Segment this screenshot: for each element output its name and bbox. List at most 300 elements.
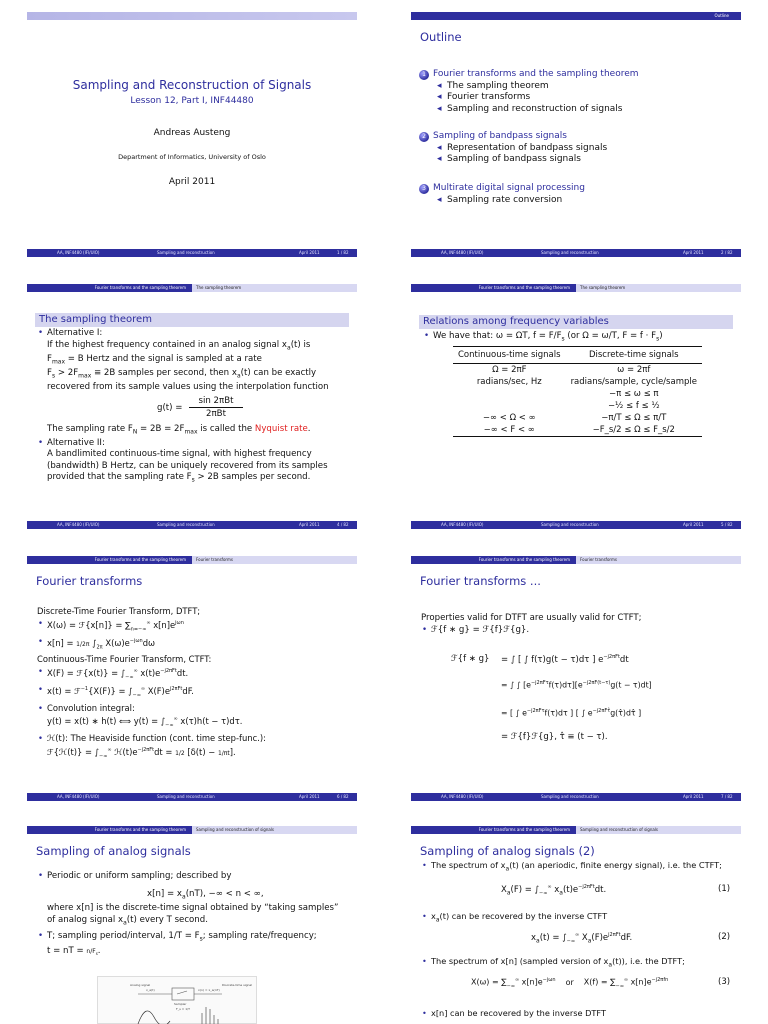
- eq-numerator: sin 2πBt: [189, 396, 243, 409]
- superscript: −1: [80, 686, 89, 693]
- bullet-icon: •: [424, 331, 430, 341]
- subscript: 2π: [96, 644, 103, 651]
- relations-intro: [423, 330, 663, 346]
- superscript: j2πFt: [169, 686, 183, 693]
- bullet-triangle-icon: ◂: [437, 103, 442, 114]
- inverse-ctft-equation: [531, 932, 632, 945]
- subscript: a: [536, 937, 540, 945]
- slide-title-text: Fourier transforms: [36, 574, 143, 588]
- outline-item: Sampling and reconstruction of signals: [447, 103, 623, 114]
- outline-item: Sampling rate conversion: [447, 194, 563, 205]
- slide-footer-bar: [27, 521, 357, 529]
- subscript: N: [132, 428, 138, 436]
- equation-text: dF.: [182, 686, 194, 697]
- outline-section-title: Fourier transforms and the sampling theorem: [433, 69, 639, 79]
- table-cell: Ω = 2πF: [492, 365, 527, 375]
- subscript: max: [51, 358, 66, 366]
- dtft-heading: Discrete-Time Fourier Transform, DTFT;: [37, 606, 201, 616]
- presentation-department: Department of Informatics, University of Oslo: [118, 153, 266, 161]
- subscript: a: [182, 893, 186, 901]
- slide-title-text: Fourier transforms ...: [420, 574, 541, 588]
- subscript: a: [123, 919, 127, 927]
- spectrum-body: [421, 1007, 606, 1019]
- slide-header-bar: [411, 284, 741, 292]
- relations-block-title: Relations among frequency variables: [419, 315, 733, 329]
- slide-title-text: Sampling of analog signals: [36, 844, 191, 858]
- spectrum-text: (t) (an aperiodic, finite energy signal), i.e. the CTFT;: [509, 860, 722, 870]
- superscript: −j2πFτ̂: [592, 708, 611, 714]
- equation-text: (t) = ∫: [539, 932, 567, 943]
- section-number-ball-icon: 1: [419, 70, 429, 80]
- equation-text: f(τ)dτ ] [ ∫ e: [544, 708, 593, 718]
- switch-icon: [177, 991, 187, 994]
- header-section: Fourier transforms and the sampling theorem: [411, 556, 576, 564]
- alt1-text: recovered from its sample values using the interpolation function: [47, 382, 329, 393]
- presentation-author: Andreas Austeng: [153, 128, 231, 138]
- superscript: ∞: [623, 977, 629, 983]
- convolution-heading: Convolution integral:: [47, 702, 135, 713]
- equation-text: X(ω) = ℱ{x[n]} = ∑: [47, 619, 131, 630]
- header-subsection: The sampling theorem: [192, 284, 357, 292]
- header-subsection: Sampling and reconstruction of signals: [576, 826, 741, 834]
- subscript: −∞: [99, 752, 108, 759]
- slide-frequency-relations: [411, 284, 741, 529]
- subscript: s: [95, 951, 98, 957]
- rate-text: .: [307, 423, 311, 434]
- footer-author: AA, INF4480 (IFI/UIO): [441, 250, 484, 255]
- subscript: −∞: [566, 938, 575, 945]
- outline-section-1: [419, 69, 639, 115]
- subscript: a: [287, 344, 291, 352]
- footer-date: April 2011: [299, 522, 320, 527]
- equation-text: x: [531, 932, 537, 943]
- slide-header-bar: [411, 826, 741, 834]
- spectrum-body: [421, 910, 607, 927]
- property-equation: ℱ{f ∗ g} = ℱ{f}ℱ{g}.: [431, 625, 530, 635]
- equation-text: x(t) = ℱ: [47, 686, 81, 697]
- header-subsection: Fourier transforms: [192, 556, 357, 564]
- equation-text: = ∫ ∫ [e: [501, 680, 531, 690]
- equation-text: X(F)e: [145, 686, 170, 697]
- superscript: ∞: [575, 932, 580, 938]
- alt2-text: A bandlimited continuous-time signal, with highest frequency: [47, 449, 312, 460]
- bullet-icon: •: [38, 328, 44, 338]
- sampler-box: [172, 988, 194, 1000]
- equation-text: x: [551, 884, 560, 895]
- slide-header-bar: [27, 826, 357, 834]
- footer-date: April 2011: [299, 794, 320, 799]
- bullet-triangle-icon: ◂: [437, 194, 442, 205]
- fig-label: Sampler: [174, 1002, 187, 1006]
- equation-text: X(ω)e: [102, 637, 130, 648]
- bullet-icon: •: [422, 1008, 427, 1018]
- bullet-triangle-icon: ◂: [437, 80, 442, 91]
- footer-page: 6 / 82: [337, 794, 349, 799]
- slide-fourier-transforms: [27, 556, 357, 801]
- outline-section-title: Multirate digital signal processing: [433, 183, 585, 193]
- subscript: −∞: [615, 983, 624, 990]
- table-cell: [453, 388, 566, 400]
- header-section: Fourier transforms and the sampling theorem: [411, 826, 576, 834]
- subscript: n=−∞: [130, 626, 147, 633]
- alt1-text: (t) is: [290, 339, 311, 350]
- outline-section-2: [419, 131, 607, 166]
- superscript: −j2πFτ: [526, 708, 545, 714]
- subscript: a: [559, 889, 563, 897]
- sampling-text: where x[n] is the discrete-time signal obtained by “taking samples”: [47, 903, 339, 913]
- superscript: −j2πFt: [160, 668, 177, 675]
- slide-title-text: Sampling of analog signals (2): [420, 844, 595, 858]
- equation-number: (3): [718, 977, 731, 987]
- dtft-equation: [471, 977, 668, 989]
- equation-text: dt =: [154, 746, 176, 757]
- sampler-diagram-svg: [98, 977, 258, 1024]
- alt1-text: = B Hertz and the signal is sampled at a rate: [65, 353, 262, 364]
- alt1-text: If the highest frequency contained in an analog signal x: [47, 339, 287, 350]
- footer-author: AA, INF4480 (IFI/UIO): [441, 522, 484, 527]
- outline-item: Representation of bandpass signals: [447, 142, 608, 153]
- footer-topic: Sampling and reconstruction: [541, 250, 599, 255]
- subscript: s: [656, 335, 660, 343]
- bullet-triangle-icon: ◂: [437, 154, 442, 164]
- superscript: ∞: [514, 977, 520, 983]
- subscript: a: [587, 937, 592, 945]
- derivation-line-1: [501, 654, 629, 665]
- subscript: −∞: [132, 692, 141, 699]
- superscript: ∞: [133, 668, 138, 675]
- superscript: jωn: [175, 619, 184, 626]
- footer-date: April 2011: [683, 794, 704, 799]
- equation-text: (nT), −∞ < n < ∞,: [185, 889, 264, 899]
- fraction: 1/2π: [76, 640, 90, 648]
- slide-outline: [411, 12, 741, 257]
- subscript: a: [435, 916, 440, 924]
- equation-text: or: [565, 977, 574, 987]
- superscript: −jωn: [542, 977, 556, 983]
- bullet-icon: •: [38, 437, 44, 448]
- superscript: −j2πFτ: [530, 680, 549, 686]
- analog-waveform: [138, 1011, 170, 1024]
- equation-text: dt.: [594, 884, 607, 895]
- presentation-subtitle: Lesson 12, Part I, INF44480: [130, 96, 254, 106]
- slide-footer-bar: [411, 249, 741, 257]
- equation-text: x(τ)h(t − τ)dτ.: [177, 716, 243, 727]
- rate-text: The sampling rate F: [47, 423, 133, 434]
- superscript: ∞: [173, 716, 178, 723]
- nyquist-rate-highlight: Nyquist rate: [254, 423, 308, 434]
- subscript: −∞: [539, 890, 548, 897]
- equation-text: (F) = ∫: [510, 884, 539, 895]
- slide-header-bar: [411, 12, 741, 20]
- equation-text: g(t − τ)dt]: [610, 680, 652, 690]
- alt2-text: (bandwidth) B Hertz, can be uniquely recovered from its samples: [47, 460, 328, 471]
- fourier-body: [37, 606, 266, 763]
- equation-text: x[n]e: [150, 619, 176, 630]
- fraction-denominator: F: [92, 948, 96, 956]
- slide-footer-bar: [27, 249, 357, 257]
- spectrum-text: x: [431, 911, 436, 921]
- equation-text: dF.: [620, 932, 633, 943]
- superscript: j2πFt: [608, 932, 621, 938]
- theorem-block-title: The sampling theorem: [35, 313, 349, 327]
- footer-page: 7 / 82: [721, 794, 733, 799]
- footer-topic: Sampling and reconstruction: [541, 794, 599, 799]
- header-section: Fourier transforms and the sampling theorem: [27, 556, 192, 564]
- bullet-icon: •: [38, 636, 43, 647]
- interpolation-equation: [37, 394, 329, 424]
- table-cell: radians/sec, Hz: [476, 377, 542, 387]
- footer-date: April 2011: [299, 250, 320, 255]
- sampler-figure: [97, 976, 257, 1024]
- sampling-text: of analog signal x: [47, 915, 124, 925]
- subscript: a: [608, 961, 613, 969]
- bullet-icon: •: [422, 625, 428, 635]
- superscript: −jωn: [129, 638, 143, 645]
- eq-lhs: g(t) =: [157, 402, 183, 413]
- superscript: −j2πF(t−τ): [582, 680, 611, 686]
- fig-label: Analog signal: [130, 983, 151, 987]
- footer-author: AA, INF4480 (IFI/UIO): [57, 794, 100, 799]
- table-row: [453, 376, 702, 388]
- alt1-text: (t) can be exactly: [240, 367, 317, 378]
- fig-label: Discrete-time signal: [222, 983, 253, 987]
- equation-number: (2): [718, 932, 731, 942]
- footer-page: 4 / 82: [337, 522, 349, 527]
- table-cell: radians/sample, cycle/sample: [570, 377, 697, 387]
- equation-text: ℱ{ℋ(t)} = ∫: [47, 746, 100, 757]
- subscript: s: [199, 935, 203, 943]
- equation-text: (F)e: [591, 932, 609, 943]
- equation-text: x[n]e: [628, 977, 652, 987]
- fig-label: x(n) = x_a(nT): [198, 988, 220, 992]
- equation-text: x[n] =: [47, 637, 77, 648]
- outline-section-3: [419, 183, 585, 206]
- footer-page: 5 / 82: [721, 522, 733, 527]
- intro-text: ): [659, 331, 663, 341]
- bullet-icon: •: [422, 956, 427, 966]
- bullet-icon: •: [422, 911, 427, 921]
- equation-text: = ∫ [ ∫ f(τ)g(t − τ)dτ ] e: [501, 654, 604, 665]
- spectrum-text: The spectrum of x: [431, 860, 506, 870]
- sampling-text: Periodic or uniform sampling; described by: [47, 871, 232, 881]
- sampling-text: ; sampling rate/frequency;: [202, 930, 317, 941]
- properties-body: [421, 612, 642, 636]
- superscript: ∞: [547, 884, 552, 890]
- outline-section-title: Sampling of bandpass signals: [433, 131, 567, 141]
- superscript: −j2πfn: [651, 977, 669, 983]
- table-cell: −π ≤ ω ≤ π: [609, 389, 659, 399]
- superscript: ∞: [146, 619, 151, 626]
- spectrum-text: x[n] can be recovered by the inverse DTFT: [431, 1008, 606, 1018]
- eq-denominator: 2πBt: [206, 408, 226, 419]
- subscript: −∞: [165, 722, 174, 729]
- bullet-triangle-icon: ◂: [437, 92, 442, 102]
- alt1-text: ≡ 2B samples per second, then x: [91, 367, 237, 378]
- spectrum-body: [421, 860, 722, 875]
- spectrum-text: (t)), i.e. the DTFT;: [612, 956, 685, 966]
- bullet-icon: •: [38, 930, 44, 941]
- table-row: [453, 364, 702, 377]
- outline-item: The sampling theorem: [447, 80, 549, 91]
- equation-text: X(ω) = ∑: [471, 977, 507, 987]
- presentation-title: Sampling and Reconstruction of Signals: [72, 78, 312, 92]
- rate-text: = 2B = 2F: [137, 423, 185, 434]
- table-header: Discrete-time signals: [566, 347, 702, 364]
- equation-text: X: [579, 932, 588, 943]
- subscript: s: [191, 477, 195, 485]
- equation-text: (t)e: [562, 884, 579, 895]
- equation-text: = [ ∫ e: [501, 708, 527, 718]
- equation-text: [δ(t) −: [184, 746, 218, 757]
- equation-text: dω: [142, 637, 156, 648]
- table-cell: −∞ < Ω < ∞: [482, 413, 536, 423]
- fraction-numerator: n: [86, 948, 91, 956]
- subscript: s: [51, 372, 56, 380]
- header-section: Fourier transforms and the sampling theorem: [27, 826, 192, 834]
- table-row: [453, 388, 702, 400]
- table-cell: −½ ≤ f ≤ ½: [607, 401, 660, 411]
- table-row: [453, 400, 702, 412]
- alt2-text: provided that the sampling rate F: [47, 472, 192, 483]
- derivation-line-4: = ℱ{f}ℱ{g}, τ̂ ≡ (t − τ).: [501, 732, 608, 742]
- superscript: −j2πFt: [578, 884, 595, 890]
- section-number-ball-icon: 2: [419, 132, 429, 142]
- footer-page: 1 / 82: [337, 250, 349, 255]
- superscript: ∞: [107, 746, 112, 753]
- ctft-equation: [501, 884, 606, 897]
- slide-fourier-properties: [411, 556, 741, 801]
- equation-number: (1): [718, 884, 731, 894]
- footer-topic: Sampling and reconstruction: [541, 522, 599, 527]
- equation-text: g(τ̂)dτ̂ ]: [610, 708, 642, 718]
- outline-item: Fourier transforms: [447, 92, 531, 102]
- bullet-icon: •: [38, 617, 43, 628]
- header-section: Fourier transforms and the sampling theorem: [411, 284, 576, 292]
- frequency-variables-table: [453, 346, 702, 437]
- footer-author: AA, INF4480 (IFI/UIO): [57, 250, 100, 255]
- sampling-equation: [37, 882, 338, 902]
- footer-topic: Sampling and reconstruction: [157, 794, 215, 799]
- slide-header-bar: [27, 12, 357, 20]
- slide-header-bar: [27, 556, 357, 564]
- derivation-line-2: [501, 680, 652, 690]
- subscript: a: [236, 372, 241, 380]
- alt1-heading: Alternative I:: [47, 328, 103, 338]
- table-cell: −∞ < F < ∞: [453, 424, 566, 437]
- equation-text: x[n]e: [519, 977, 543, 987]
- alt2-heading: Alternative II:: [47, 437, 105, 448]
- footer-page: 2 / 82: [721, 250, 733, 255]
- equation-text: y(t) = x(t) ∗ h(t) ⟺ y(t) = ∫: [47, 716, 166, 727]
- subscript: −∞: [125, 674, 134, 681]
- footer-author: AA, INF4480 (IFI/UIO): [57, 522, 100, 527]
- subscript: max: [184, 428, 198, 436]
- bullet-icon: •: [422, 860, 427, 870]
- equation-text: dt: [619, 654, 629, 665]
- theorem-block-body: [37, 328, 329, 487]
- slide-header-bar: [411, 556, 741, 564]
- sample-stems: [202, 1007, 218, 1024]
- ctft-heading: Continuous-Time Fourier Transform, CTFT:: [37, 654, 212, 665]
- heaviside-heading: ℋ(t): The Heaviside function (cont. time step-func.):: [47, 732, 266, 743]
- alt1-text: F: [47, 367, 52, 378]
- spectrum-body: [421, 955, 685, 972]
- slide-title: [27, 12, 357, 257]
- sampling-text: t = nT =: [47, 946, 87, 957]
- header-outline: Outline: [411, 12, 741, 20]
- table-cell: [453, 400, 566, 412]
- fraction: 1/2: [175, 749, 185, 757]
- slide-footer-bar: [27, 793, 357, 801]
- alt1-text: > 2F: [55, 367, 79, 378]
- header-subsection: Sampling and reconstruction of signals: [192, 826, 357, 834]
- fraction: 1/πt: [217, 749, 230, 757]
- intro-text: (or Ω = ω/T, F = f · F: [564, 331, 657, 341]
- table-cell: −π/T ≤ Ω ≤ π/T: [601, 413, 667, 423]
- derivation-line-3: [501, 708, 641, 718]
- sampling-body: • Periodic or uniform sampling; described by $x[n] = x_a(nT)$, −∞ < n < ∞, where x[n] is the discrete-time signal obtained by “taking samples” of analog signal $x_a(t)$ every T second. • T; sampling period/interval, $1/T = F_s$; sampling rate/frequency; t = nT = $n/F_s$.: [38, 871, 339, 957]
- bullet-icon: •: [38, 666, 43, 677]
- equation-text: ∫: [89, 637, 97, 648]
- table-cell: −F_s/2 ≤ Ω ≤ F_s/2: [566, 424, 702, 437]
- equation-text: ℋ(t)e: [111, 746, 138, 757]
- slide-sampling-theorem: [27, 284, 357, 529]
- equation-text: dt.: [176, 667, 189, 678]
- equation-text: x[n] = x: [147, 889, 182, 899]
- subscript: a: [505, 865, 510, 873]
- footer-author: AA, INF4480 (IFI/UIO): [441, 794, 484, 799]
- intro-text: We have that: ω = ΩT, f = F/F: [433, 331, 562, 341]
- equation-text: {X(F)} = ∫: [88, 686, 133, 697]
- footer-topic: Sampling and reconstruction: [157, 522, 215, 527]
- alt1-text: F: [47, 353, 52, 364]
- footer-date: April 2011: [683, 250, 704, 255]
- subscript: −∞: [506, 983, 515, 990]
- superscript: −j2πFt: [603, 654, 620, 660]
- equation-text: X(f) = ∑: [583, 977, 616, 987]
- sampling-text: T; sampling period/interval, 1/T = F: [47, 930, 200, 941]
- header-subsection: The sampling theorem: [576, 284, 741, 292]
- footer-date: April 2011: [683, 522, 704, 527]
- subscript: s: [561, 335, 565, 343]
- slide-footer-bar: [411, 521, 741, 529]
- outline-item: Sampling of bandpass signals: [447, 154, 581, 164]
- slide-sampling-analog: [27, 826, 357, 1024]
- subscript: max: [78, 372, 92, 380]
- bullet-icon: •: [38, 732, 43, 743]
- slide-footer-bar: [411, 793, 741, 801]
- equation-text: ].: [229, 746, 236, 757]
- spectrum-text: (t) can be recovered by the inverse CTFT: [439, 911, 608, 921]
- bullet-icon: •: [38, 702, 43, 713]
- sampling-text: (t) every T second.: [126, 915, 208, 925]
- fig-label: x_a(t): [146, 988, 155, 992]
- superscript: ∞: [140, 686, 146, 693]
- bullet-triangle-icon: ◂: [437, 142, 442, 153]
- slide-title-text: Outline: [420, 30, 462, 44]
- equation-text: x(t)e: [137, 667, 161, 678]
- header-section: Fourier transforms and the sampling theorem: [27, 284, 192, 292]
- footer-topic: Sampling and reconstruction: [157, 250, 215, 255]
- superscript: −j2πFt: [137, 746, 155, 753]
- fig-label: F_s = 1/T: [176, 1007, 190, 1011]
- equation-text: X(F) = ℱ{x(t)} = ∫: [47, 667, 126, 678]
- rate-text: is called the: [197, 423, 255, 434]
- convolution-derivation-lhs: ℱ{f ∗ g}: [451, 654, 490, 664]
- table-cell: ω = 2πf: [617, 365, 651, 375]
- bullet-icon: •: [38, 871, 44, 881]
- equation-text: f(τ)dτ][e: [548, 680, 583, 690]
